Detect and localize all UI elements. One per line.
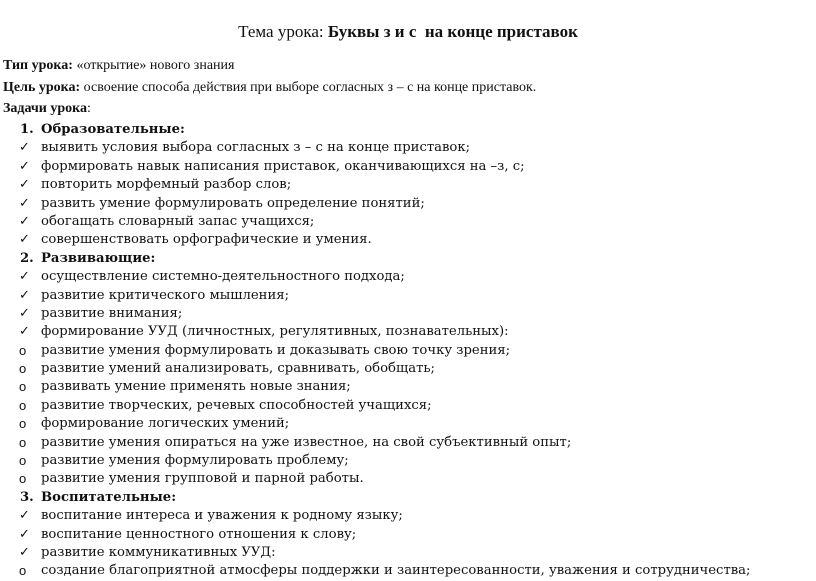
list-item-text: формировать навык написания приставок, оканчивающихся на –з, с;	[41, 158, 525, 174]
list-item-text: развитие критического мышления;	[41, 287, 290, 303]
checkmark-icon: ✓	[19, 213, 30, 229]
tasks-list	[0, 121, 816, 581]
list-item-text: формирование УУД (личностных, регулятивных, познавательных):	[41, 324, 509, 340]
section-heading-text: Развивающие:	[41, 250, 156, 266]
list-item-text: развитие творческих, речевых способностей учащихся;	[41, 397, 432, 413]
page-title	[0, 22, 816, 42]
list-item	[0, 360, 816, 378]
list-item-text: воспитание ценностного отношения к слову;	[41, 526, 357, 542]
checkmark-icon: ✓	[19, 195, 30, 211]
list-item	[0, 378, 816, 396]
list-item-text: повторить морфемный разбор слов;	[41, 177, 292, 193]
list-item	[0, 231, 816, 249]
section-heading	[0, 121, 816, 139]
lesson-goal-value: освоение способа действия при выборе согласных з – с на конце приставок.	[80, 80, 537, 95]
section-heading	[0, 489, 816, 507]
list-item	[0, 526, 816, 544]
circle-bullet-icon: o	[19, 453, 27, 469]
list-item-text: развить умение формулировать определение понятий;	[41, 195, 425, 211]
circle-bullet-icon: o	[19, 416, 27, 432]
list-item-text: развитие умения формулировать и доказывать свою точку зрения;	[41, 342, 511, 358]
list-item-text: воспитание интереса и уважения к родному языку;	[41, 508, 403, 524]
list-item	[0, 268, 816, 286]
list-item-text: развитие умений анализировать, сравнивать, обобщать;	[41, 361, 436, 377]
checkmark-icon: ✓	[19, 269, 30, 285]
list-item	[0, 562, 816, 580]
section-number: 1.	[20, 122, 34, 137]
list-item-text: развитие умения формулировать проблему;	[41, 453, 349, 469]
list-item-text: развивать умение применять новые знания;	[41, 379, 351, 395]
list-item-text: создание благоприятной атмосферы поддержки и заинтересованности, уважения и сотрудничества;	[41, 563, 751, 579]
checkmark-icon: ✓	[19, 177, 30, 193]
circle-bullet-icon: o	[19, 379, 27, 395]
checkmark-icon: ✓	[19, 232, 30, 248]
section-heading	[0, 250, 816, 268]
list-item	[0, 434, 816, 452]
title-prefix: Тема урока:	[238, 22, 328, 41]
list-item	[0, 452, 816, 470]
section-heading-text: Образовательные:	[41, 122, 185, 137]
list-item	[0, 470, 816, 488]
lesson-type-value: «открытие» нового знания	[72, 58, 235, 73]
section-heading-text: Воспитательные:	[41, 489, 177, 505]
tasks-label: Задачи урока	[3, 101, 88, 116]
circle-bullet-icon: o	[19, 471, 27, 487]
list-item	[0, 415, 816, 433]
tasks-heading	[3, 101, 91, 117]
list-item-text: выявить условия выбора согласных з – с на конце приставок;	[41, 140, 471, 156]
lesson-goal-label: Цель урока:	[3, 80, 81, 95]
list-item	[0, 397, 816, 415]
checkmark-icon: ✓	[19, 526, 30, 542]
checkmark-icon: ✓	[19, 544, 30, 560]
list-item-text: развитие умения групповой и парной работы.	[41, 471, 364, 487]
list-item	[0, 287, 816, 305]
list-item	[0, 139, 816, 157]
list-item-text: совершенствовать орфографические и умения.	[41, 232, 372, 248]
list-item	[0, 323, 816, 341]
circle-bullet-icon: o	[19, 361, 27, 377]
list-item	[0, 176, 816, 194]
list-item-text: развитие коммуникативных УУД:	[41, 544, 276, 560]
list-item-text: обогащать словарный запас учащихся;	[41, 213, 315, 229]
list-item	[0, 342, 816, 360]
tasks-colon: :	[87, 101, 91, 116]
title-topic: Буквы з и с на конце приставок	[327, 22, 578, 41]
lesson-goal-line	[3, 80, 536, 96]
checkmark-icon: ✓	[19, 324, 30, 340]
section-number: 3.	[20, 489, 34, 505]
list-item	[0, 544, 816, 562]
circle-bullet-icon: o	[19, 563, 27, 579]
list-item	[0, 158, 816, 176]
checkmark-icon: ✓	[19, 287, 30, 303]
lesson-type-label: Тип урока:	[3, 58, 73, 73]
checkmark-icon: ✓	[19, 140, 30, 156]
checkmark-icon: ✓	[19, 158, 30, 174]
list-item-text: развитие внимания;	[41, 305, 183, 321]
list-item	[0, 305, 816, 323]
list-item	[0, 507, 816, 525]
list-item-text: формирование логических умений;	[41, 416, 290, 432]
circle-bullet-icon: o	[19, 342, 27, 358]
checkmark-icon: ✓	[19, 508, 30, 524]
circle-bullet-icon: o	[19, 397, 27, 413]
list-item	[0, 213, 816, 231]
list-item-text: развитие умения опираться на уже известное, на свой субъективный опыт;	[41, 434, 572, 450]
section-number: 2.	[20, 250, 34, 266]
list-item-text: осуществление системно-деятельностного подхода;	[41, 269, 405, 285]
lesson-type-line	[3, 58, 234, 74]
checkmark-icon: ✓	[19, 305, 30, 321]
list-item	[0, 195, 816, 213]
circle-bullet-icon: o	[19, 434, 27, 450]
